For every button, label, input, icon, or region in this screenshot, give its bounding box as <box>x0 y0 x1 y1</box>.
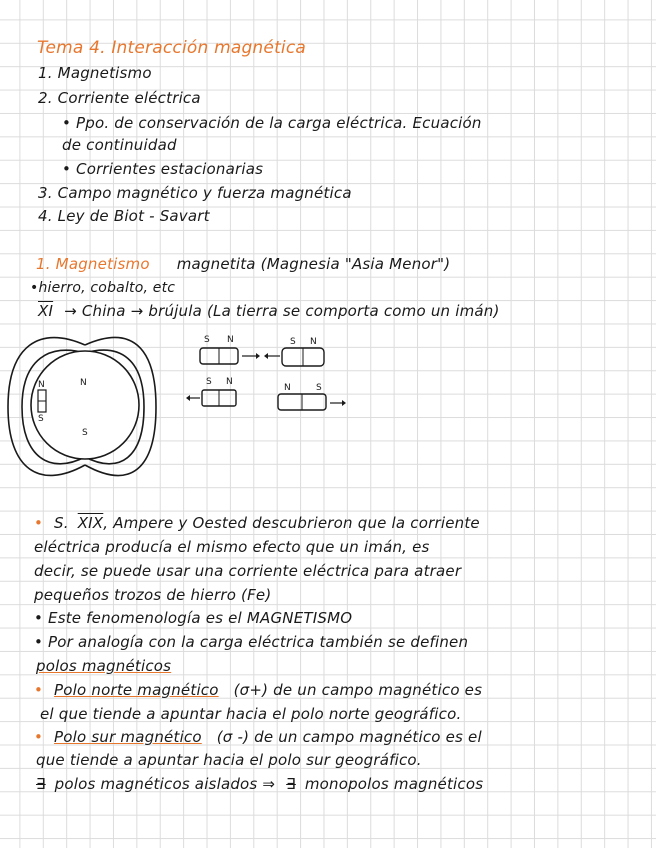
not-exists-symbol-1: ∃ <box>36 775 46 793</box>
section-heading-note: magnetita (Magnesia "Asia Menor") <box>176 255 451 273</box>
outline-subitem-1-cont: de continuidad <box>62 136 177 154</box>
magnet-3-right-label: N <box>226 377 233 387</box>
outline-subitem-1: • Ppo. de conservación de la carga eléctrica. Ecuación <box>62 114 482 132</box>
section-line-2 <box>38 301 500 321</box>
outline-item-1: 1. Magnetismo <box>38 64 152 82</box>
page-title: Tema 4. Interacción magnética <box>37 38 307 58</box>
needle-s-label: S <box>38 414 44 424</box>
paragraph-4-line-1 <box>34 680 482 700</box>
outline-item-3: 3. Campo magnético y fuerza magnética <box>38 184 352 202</box>
paragraph-4-bullet: • <box>34 681 44 699</box>
magnet-2-left-label: S <box>290 337 296 347</box>
not-exists-symbol-2: ∃ <box>286 775 296 793</box>
century-xix: $\overline{XIX}$ <box>77 514 104 532</box>
section-heading: 1. Magnetismo <box>36 255 150 273</box>
magnet-3-left-label: S <box>206 377 212 387</box>
century-xi: $\overline{XI}$ <box>38 302 54 320</box>
paragraph-5-bullet: • <box>34 728 44 746</box>
section-line-2-text: → China → brújula (La tierra se comporta como un imán) <box>64 302 500 320</box>
magnet-1-left-label: S <box>204 335 210 345</box>
outline-subitem-2: • Corrientes estacionarias <box>62 160 264 178</box>
section-line-1: •hierro, cobalto, etc <box>30 280 176 296</box>
paragraph-1-bullet: • <box>34 514 44 532</box>
paragraph-4-line-1-text: (σ+) de un campo magnético es <box>233 681 483 699</box>
paragraph-1-line-4: pequeños trozos de hierro (Fe) <box>34 586 272 604</box>
bar-magnets-diagram <box>180 332 360 422</box>
paragraph-5-line-1-text: (σ -) de un campo magnético es el <box>216 728 482 746</box>
paragraph-4-line-2: el que tiende a apuntar hacia el polo norte geográfico. <box>40 705 462 723</box>
paragraph-5-line-2: que tiende a apuntar hacia el polo sur geográfico. <box>36 751 422 769</box>
paragraph-6-text: polos magnéticos aislados ⇒ <box>54 775 276 793</box>
outline-item-2: 2. Corriente eléctrica <box>38 89 201 107</box>
south-pole-term: Polo sur magnético <box>54 728 202 746</box>
paragraph-6-tail: monopolos magnéticos <box>304 775 484 793</box>
earth-north-label: N <box>80 378 87 388</box>
magnet-1-right-label: N <box>227 335 234 345</box>
magnet-4-left-label: N <box>284 383 291 393</box>
paragraph-2: • Este fenomenología es el MAGNETISMO <box>34 609 353 627</box>
earth-field-diagram <box>0 325 170 490</box>
paragraph-6 <box>36 774 483 794</box>
magnet-2-right-label: N <box>310 337 317 347</box>
paragraph-1-line-2: eléctrica producía el mismo efecto que un imán, es <box>34 538 430 556</box>
paragraph-3-line-2: polos magnéticos <box>36 657 172 675</box>
earth-circle <box>31 351 139 459</box>
needle-n-label: N <box>38 380 45 390</box>
paragraph-1-line-1-text: , Ampere y Oested descubrieron que la corriente <box>103 514 480 532</box>
outline-item-4: 4. Ley de Biot - Savart <box>38 207 210 225</box>
north-pole-term: Polo norte magnético <box>54 681 219 699</box>
earth-south-label: S <box>82 428 88 438</box>
magnet-4-right-label: S <box>316 383 322 393</box>
paragraph-5-line-1 <box>34 727 482 747</box>
paragraph-1-line-1 <box>34 513 609 533</box>
section-heading-row <box>36 254 450 274</box>
paragraph-1-line-3: decir, se puede usar una corriente eléctrica para atraer <box>34 562 462 580</box>
paragraph-3-line-1: • Por analogía con la carga eléctrica también se definen <box>34 633 469 651</box>
paragraph-1-prefix: S. <box>54 514 69 532</box>
